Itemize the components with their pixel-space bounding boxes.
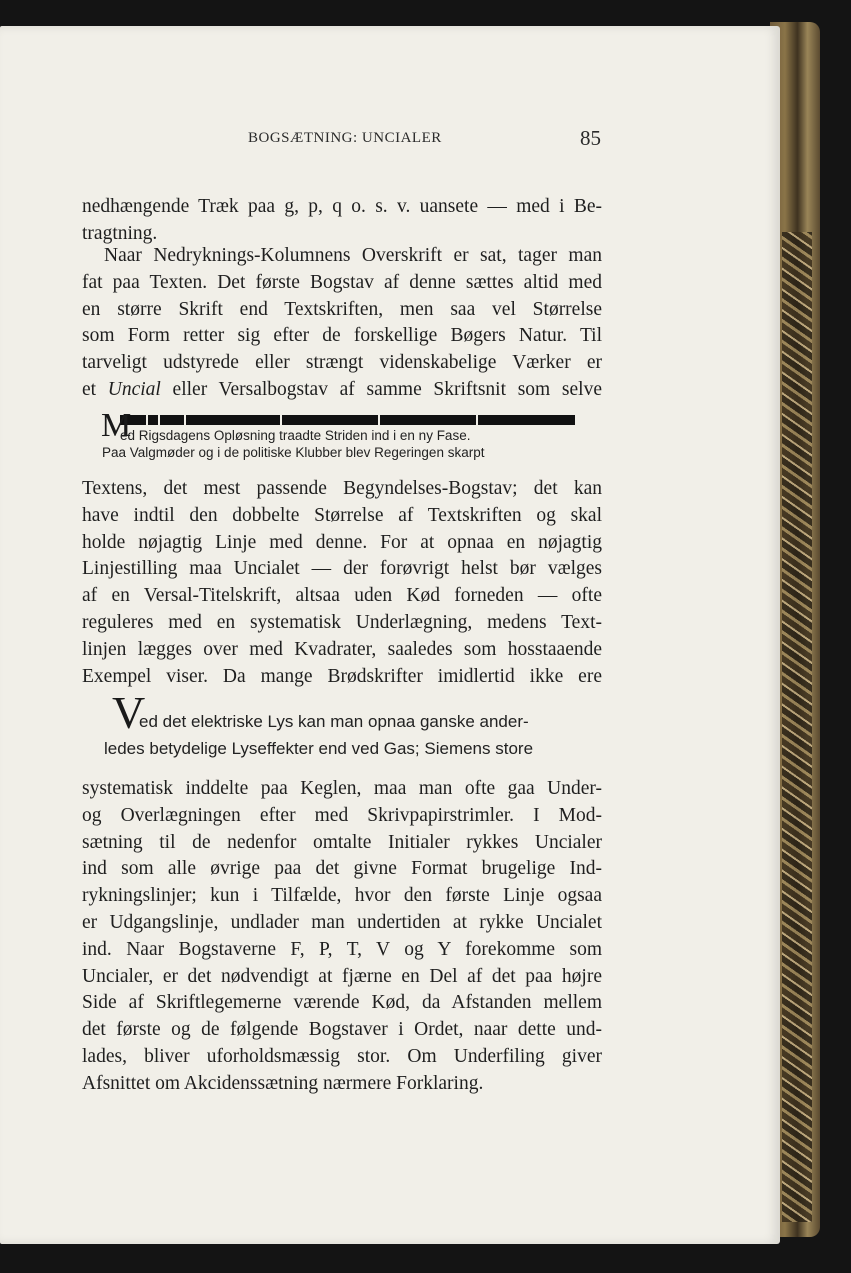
text-line: Linjestilling maa Uncialet — der forøvrigt helst bør vælges xyxy=(82,558,602,580)
text-line: tarveligt udstyrede eller strængt videnskabelige Værker er xyxy=(82,352,602,374)
example-2-line-2: ledes betydelige Lyseffekter end ved Gas; Siemens store xyxy=(104,739,534,758)
text-line xyxy=(82,377,602,404)
text-line: det første og de følgende Bogstaver i Ordet, naar dette und- xyxy=(82,1019,602,1041)
uncial-initial-v: V xyxy=(112,687,146,738)
text-line: holde nøjagtig Linje med denne. For at opnaa en nøjagtig xyxy=(82,531,602,553)
text-line: have indtil den dobbelte Størrelse af Textskriften og skal xyxy=(82,504,602,526)
text-line: Exempel viser. Da mange Brødskrifter imidlertid ikke ere xyxy=(82,665,602,687)
text-line: fat paa Texten. Det første Bogstav af denne sættes altid med xyxy=(82,271,602,293)
text-fragment: eller Versalbogstav af samme Skriftsnit som selve xyxy=(160,378,602,400)
text-fragment: et xyxy=(82,378,108,400)
text-line: rykningslinjer; kun i Tilfælde, hvor den første Linje ogsaa xyxy=(82,885,602,907)
text-line: er Udgangslinje, undlader man undertiden at rykke Uncialet xyxy=(82,911,602,933)
uncial-initial-m: M xyxy=(101,407,132,444)
text-line: og Overlægningen efter med Skrivpapirstrimler. I Mod- xyxy=(82,804,602,826)
paragraph-2 xyxy=(82,243,602,404)
text-line: sætning til de nedenfor omtalte Initialer rykkes Uncialer xyxy=(82,831,602,853)
text-line: tragtning. xyxy=(82,222,158,244)
text-line: Afsnittet om Akcidenssætning nærmere Forklaring. xyxy=(82,1072,484,1094)
text-line: reguleres med en systematisk Underlægning, medens Text- xyxy=(82,611,602,633)
paragraph-1 xyxy=(82,194,602,248)
text-line: linjen lægges over med Kvadrater, saaledes som hosstaaende xyxy=(82,638,602,660)
paragraph-4 xyxy=(82,776,602,1098)
text-line: ind som alle øvrige paa det givne Format brugelige Ind- xyxy=(82,858,602,880)
text-line: som Form retter sig efter de forskellige Bøgers Natur. Til xyxy=(82,325,602,347)
text-line: Side af Skriftlegemerne værende Kød, da Afstanden mellem xyxy=(82,992,602,1014)
quad-spacing-bar xyxy=(120,415,575,425)
text-line: ind. Naar Bogstaverne F, P, T, V og Y forekomme som xyxy=(82,938,602,960)
italic-word: Uncial xyxy=(107,378,161,400)
text-line: nedhængende Træk paa g, p, q o. s. v. uansete — med i Be- xyxy=(82,196,602,217)
text-line: Naar Nedryknings-Kolumnens Overskrift er sat, tager man xyxy=(104,245,602,266)
text-line: lades, bliver uforholdsmæssig stor. Om Underfiling giver xyxy=(82,1045,602,1067)
text-line: Uncialer, er det nødvendigt at fjærne en Del af det paa højre xyxy=(82,965,602,987)
text-line: af en Versal-Titelskrift, altsaa uden Kød forneden — ofte xyxy=(82,585,602,607)
text-line: Textens, det mest passende Begyndelses-Bogstav; det kan xyxy=(82,478,602,499)
paragraph-3 xyxy=(82,476,602,690)
text-line: en større Skrift end Textskriften, men saa vel Størrelse xyxy=(82,298,602,320)
text-line: systematisk inddelte paa Keglen, maa man ofte gaa Under- xyxy=(82,778,602,799)
running-header-title: BOGSÆTNING: UNCIALER xyxy=(248,130,442,146)
page-number: 85 xyxy=(580,126,601,150)
example-1-line-1: ed Rigsdagens Opløsning traadte Striden ind i en ny Fase. xyxy=(120,428,471,443)
marbled-edge xyxy=(782,232,812,1222)
example-2-line-1: ed det elektriske Lys kan man opnaa ganske ander- xyxy=(139,712,529,731)
example-1-line-2: Paa Valgmøder og i de politiske Klubber blev Regeringen skarpt xyxy=(102,445,485,460)
